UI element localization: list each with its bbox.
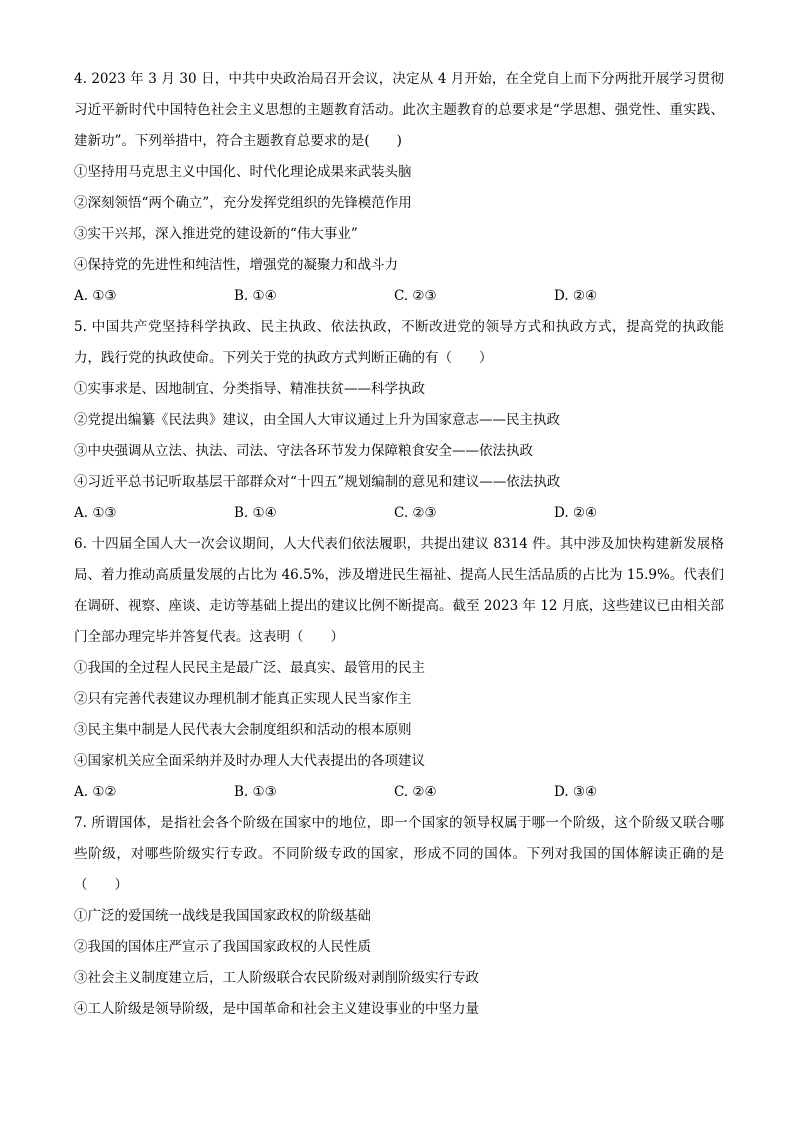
choice-d: D. ③④ [554,784,598,800]
choice-a: A. ①③ [74,505,117,521]
choice-d: D. ②④ [554,505,598,521]
option-3: ③中央强调从立法、执法、司法、守法各环节发力保障粮食安全——依法执政 [74,443,533,459]
choice-a: A. ①③ [74,288,117,304]
question-5 [74,312,724,529]
option-2: ②党提出编纂《民法典》建议，由全国人大审议通过上升为国家意志——民主执政 [74,412,560,428]
option-4: ④保持党的先进性和纯洁性，增强党的凝聚力和战斗力 [74,257,398,273]
choice-c: C. ②④ [394,784,437,800]
question-6 [74,529,724,808]
choice-b: B. ①③ [234,784,277,800]
choice-a: A. ①② [74,784,117,800]
question-stem: 5. 中国共产党坚持科学执政、民主执政、依法执政，不断改进党的领导方式和执政方式，提高党的执政能力，践行党的执政使命。下列关于党的执政方式判断正确的有（ ） [74,319,724,366]
option-4: ④工人阶级是领导阶级，是中国革命和社会主义建设事业的中坚力量 [74,1001,479,1017]
choice-b: B. ①④ [234,288,277,304]
option-2: ②只有完善代表建议办理机制才能真正实现人民当家作主 [74,691,412,707]
option-1: ①实事求是、因地制宜、分类指导、精准扶贫——科学执政 [74,381,425,397]
option-2: ②我国的国体庄严宣示了我国国家政权的人民性质 [74,939,371,955]
option-4: ④习近平总书记听取基层干部群众对“十四五”规划编制的意见和建议——依法执政 [74,474,561,490]
question-stem: 7. 所谓国体，是指社会各个阶级在国家中的地位，即一个国家的领导权属于哪一个阶级，这个阶级又联合哪些阶级，对哪些阶级实行专政。不同阶级专政的国家，形成不同的国体。下列对我国的国体解读正确的是（ ） [74,815,724,893]
answer-choices [74,281,724,312]
option-3: ③民主集中制是人民代表大会制度组织和活动的根本原则 [74,722,412,738]
option-3: ③实干兴邦，深入推进党的建设新的“伟大事业” [74,226,358,242]
exam-page [74,64,724,1025]
option-1: ①广泛的爱国统一战线是我国国家政权的阶级基础 [74,908,371,924]
question-4 [74,64,724,312]
choice-d: D. ②④ [554,288,598,304]
question-7 [74,808,724,1025]
option-2: ②深刻领悟“两个确立”，充分发挥党组织的先锋模范作用 [74,195,412,211]
question-stem: 4. 2023 年 3 月 30 日，中共中央政治局召开会议，决定从 4 月开始，在全党自上而下分两批开展学习贯彻习近平新时代中国特色社会主义思想的主题教育活动。此次主题教育的总要求是“学思想、强党性、重实践、建新功”。下列举措中，符合主题教育总要求的是( ) [74,71,724,149]
option-1: ①坚持用马克思主义中国化、时代化理论成果来武装头脑 [74,164,412,180]
answer-choices [74,498,724,529]
choice-b: B. ①④ [234,505,277,521]
choice-c: C. ②③ [394,288,437,304]
question-stem: 6. 十四届全国人大一次会议期间，人大代表们依法履职，共提出建议 8314 件。其中涉及加快构建新发展格局、着力推动高质量发展的占比为 46.5%，涉及增进民生福祉、提高人民生活品质的占比为 15.9%。代表们在调研、视察、座谈、走访等基础上提出的建议比例不断提高。截至 2023 年 12 月底，这些建议已由相关部门全部办理完毕并答复代表。这表明（ ） [74,536,724,645]
answer-choices [74,777,724,808]
option-4: ④国家机关应全面采纳并及时办理人大代表提出的各项建议 [74,753,425,769]
option-3: ③社会主义制度建立后，工人阶级联合农民阶级对剥削阶级实行专政 [74,970,479,986]
option-1: ①我国的全过程人民民主是最广泛、最真实、最管用的民主 [74,660,425,676]
choice-c: C. ②③ [394,505,437,521]
